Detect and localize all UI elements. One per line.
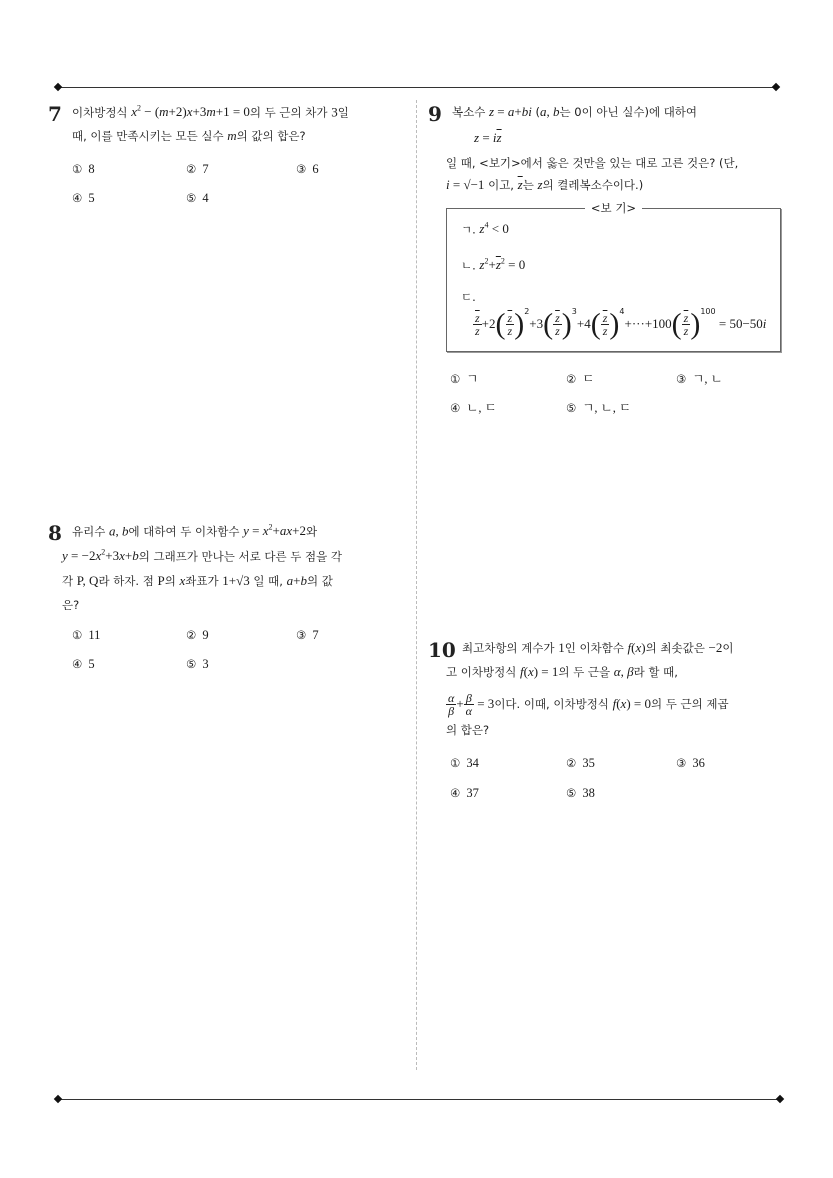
bogi-item-digeut: ㄷ. bbox=[461, 290, 476, 304]
choice-1[interactable]: ① 34 bbox=[450, 756, 479, 770]
choice-1[interactable]: ① ㄱ bbox=[450, 372, 479, 386]
choice-2[interactable]: ② 35 bbox=[566, 756, 595, 770]
problem-text-line: i = √−1 이고, $\overline{z}$는 z의 켤레복소수이다.) bbox=[446, 177, 644, 192]
choice-3[interactable]: ③ 6 bbox=[296, 162, 319, 176]
choice-5[interactable]: ⑤ 38 bbox=[566, 786, 595, 800]
problem-text-line: 때, 이를 만족시키는 모든 실수 m의 값의 합은? bbox=[72, 128, 306, 143]
choice-1[interactable]: ① 8 bbox=[72, 162, 95, 176]
problem-number: 8 bbox=[48, 521, 62, 545]
choice-3[interactable]: ③ 36 bbox=[676, 756, 705, 770]
column-divider bbox=[416, 100, 417, 1070]
bogi-series-equation: $\frac{\overline{z}}{z}$ +2( $\frac{\overline{z}}{z}$ )$^2$+3( $\frac{\overline{z}}{z}$ )$^3$+4( $\frac{\overline{z}}{z}$ )$^4$+···+100( $\frac{\overline{z}}{z}$ )$^{100}$ = 50−50i bbox=[475, 307, 767, 341]
choice-2[interactable]: ② ㄷ bbox=[566, 372, 595, 386]
problem-number: 7 bbox=[48, 102, 62, 126]
top-rule bbox=[58, 87, 776, 88]
problem-text-line: 은? bbox=[62, 598, 80, 612]
problem-text-line: 최고차항의 계수가 1인 이차함수 f(x)의 최솟값은 −2이 bbox=[462, 640, 734, 655]
choice-3[interactable]: ③ ㄱ, ㄴ bbox=[676, 372, 723, 386]
choice-4[interactable]: ④ 5 bbox=[72, 191, 95, 205]
problem-text-line: 고 이차방정식 f(x) = 1의 두 근을 α, β라 할 때, bbox=[446, 664, 678, 679]
bogi-item-giyeok: ㄱ. $z^4 < 0$ bbox=[461, 221, 509, 237]
choice-5[interactable]: ⑤ ㄱ, ㄴ, ㄷ bbox=[566, 401, 632, 415]
bogi-item-nieun: ㄴ. $z^2+\overline{z}^2 = 0$ bbox=[461, 257, 526, 273]
choice-5[interactable]: ⑤ 3 bbox=[186, 657, 209, 671]
problem-text-line: 의 합은? bbox=[446, 723, 490, 737]
problem-text-line: 이차방정식 $x^2 - (m+2)x+3m+1 = 0$의 두 근의 차가 3일 bbox=[72, 104, 349, 120]
problem-text-line: $y = -2x^2+3x+b$의 그래프가 만나는 서로 다른 두 점을 각 bbox=[62, 548, 343, 564]
bottom-rule bbox=[58, 1099, 780, 1100]
problem-number: 9 bbox=[428, 102, 442, 126]
choice-4[interactable]: ④ 5 bbox=[72, 657, 95, 671]
bogi-box bbox=[446, 201, 781, 352]
choice-2[interactable]: ② 9 bbox=[186, 628, 209, 642]
top-left-diamond bbox=[54, 83, 62, 91]
problem-text-line: 일 때, <보기>에서 옳은 것만을 있는 대로 고른 것은? (단, bbox=[446, 156, 739, 170]
bogi-title: <보 기> bbox=[447, 200, 780, 216]
equation-line: $z = i\overline{z}$ bbox=[474, 130, 502, 145]
choice-3[interactable]: ③ 7 bbox=[296, 628, 319, 642]
choice-5[interactable]: ⑤ 4 bbox=[186, 191, 209, 205]
choice-4[interactable]: ④ 37 bbox=[450, 786, 479, 800]
bottom-left-diamond bbox=[54, 1095, 62, 1103]
choice-1[interactable]: ① 11 bbox=[72, 628, 101, 642]
choice-2[interactable]: ② 7 bbox=[186, 162, 209, 176]
choice-4[interactable]: ④ ㄴ, ㄷ bbox=[450, 401, 497, 415]
bottom-right-diamond bbox=[776, 1095, 784, 1103]
problem-text-line: $\frac{\alpha}{\beta}$ + $\frac{\beta}{\alpha}$ = 3이다. 이때, 이차방정식 f(x) = 0의 두 근의 제곱 bbox=[448, 691, 729, 718]
problem-text-line: 유리수 a, b에 대하여 두 이차함수 $y = x^2+ax+2$와 bbox=[72, 523, 318, 539]
problem-text-line: 각 P, Q라 하자. 점 P의 x좌표가 1+√3 일 때, a+b의 값 bbox=[62, 573, 333, 588]
top-right-diamond bbox=[772, 83, 780, 91]
problem-number: 10 bbox=[428, 638, 456, 662]
problem-text-line: 복소수 z = a+bi (a, b는 0이 아닌 실수)에 대하여 bbox=[452, 104, 698, 119]
